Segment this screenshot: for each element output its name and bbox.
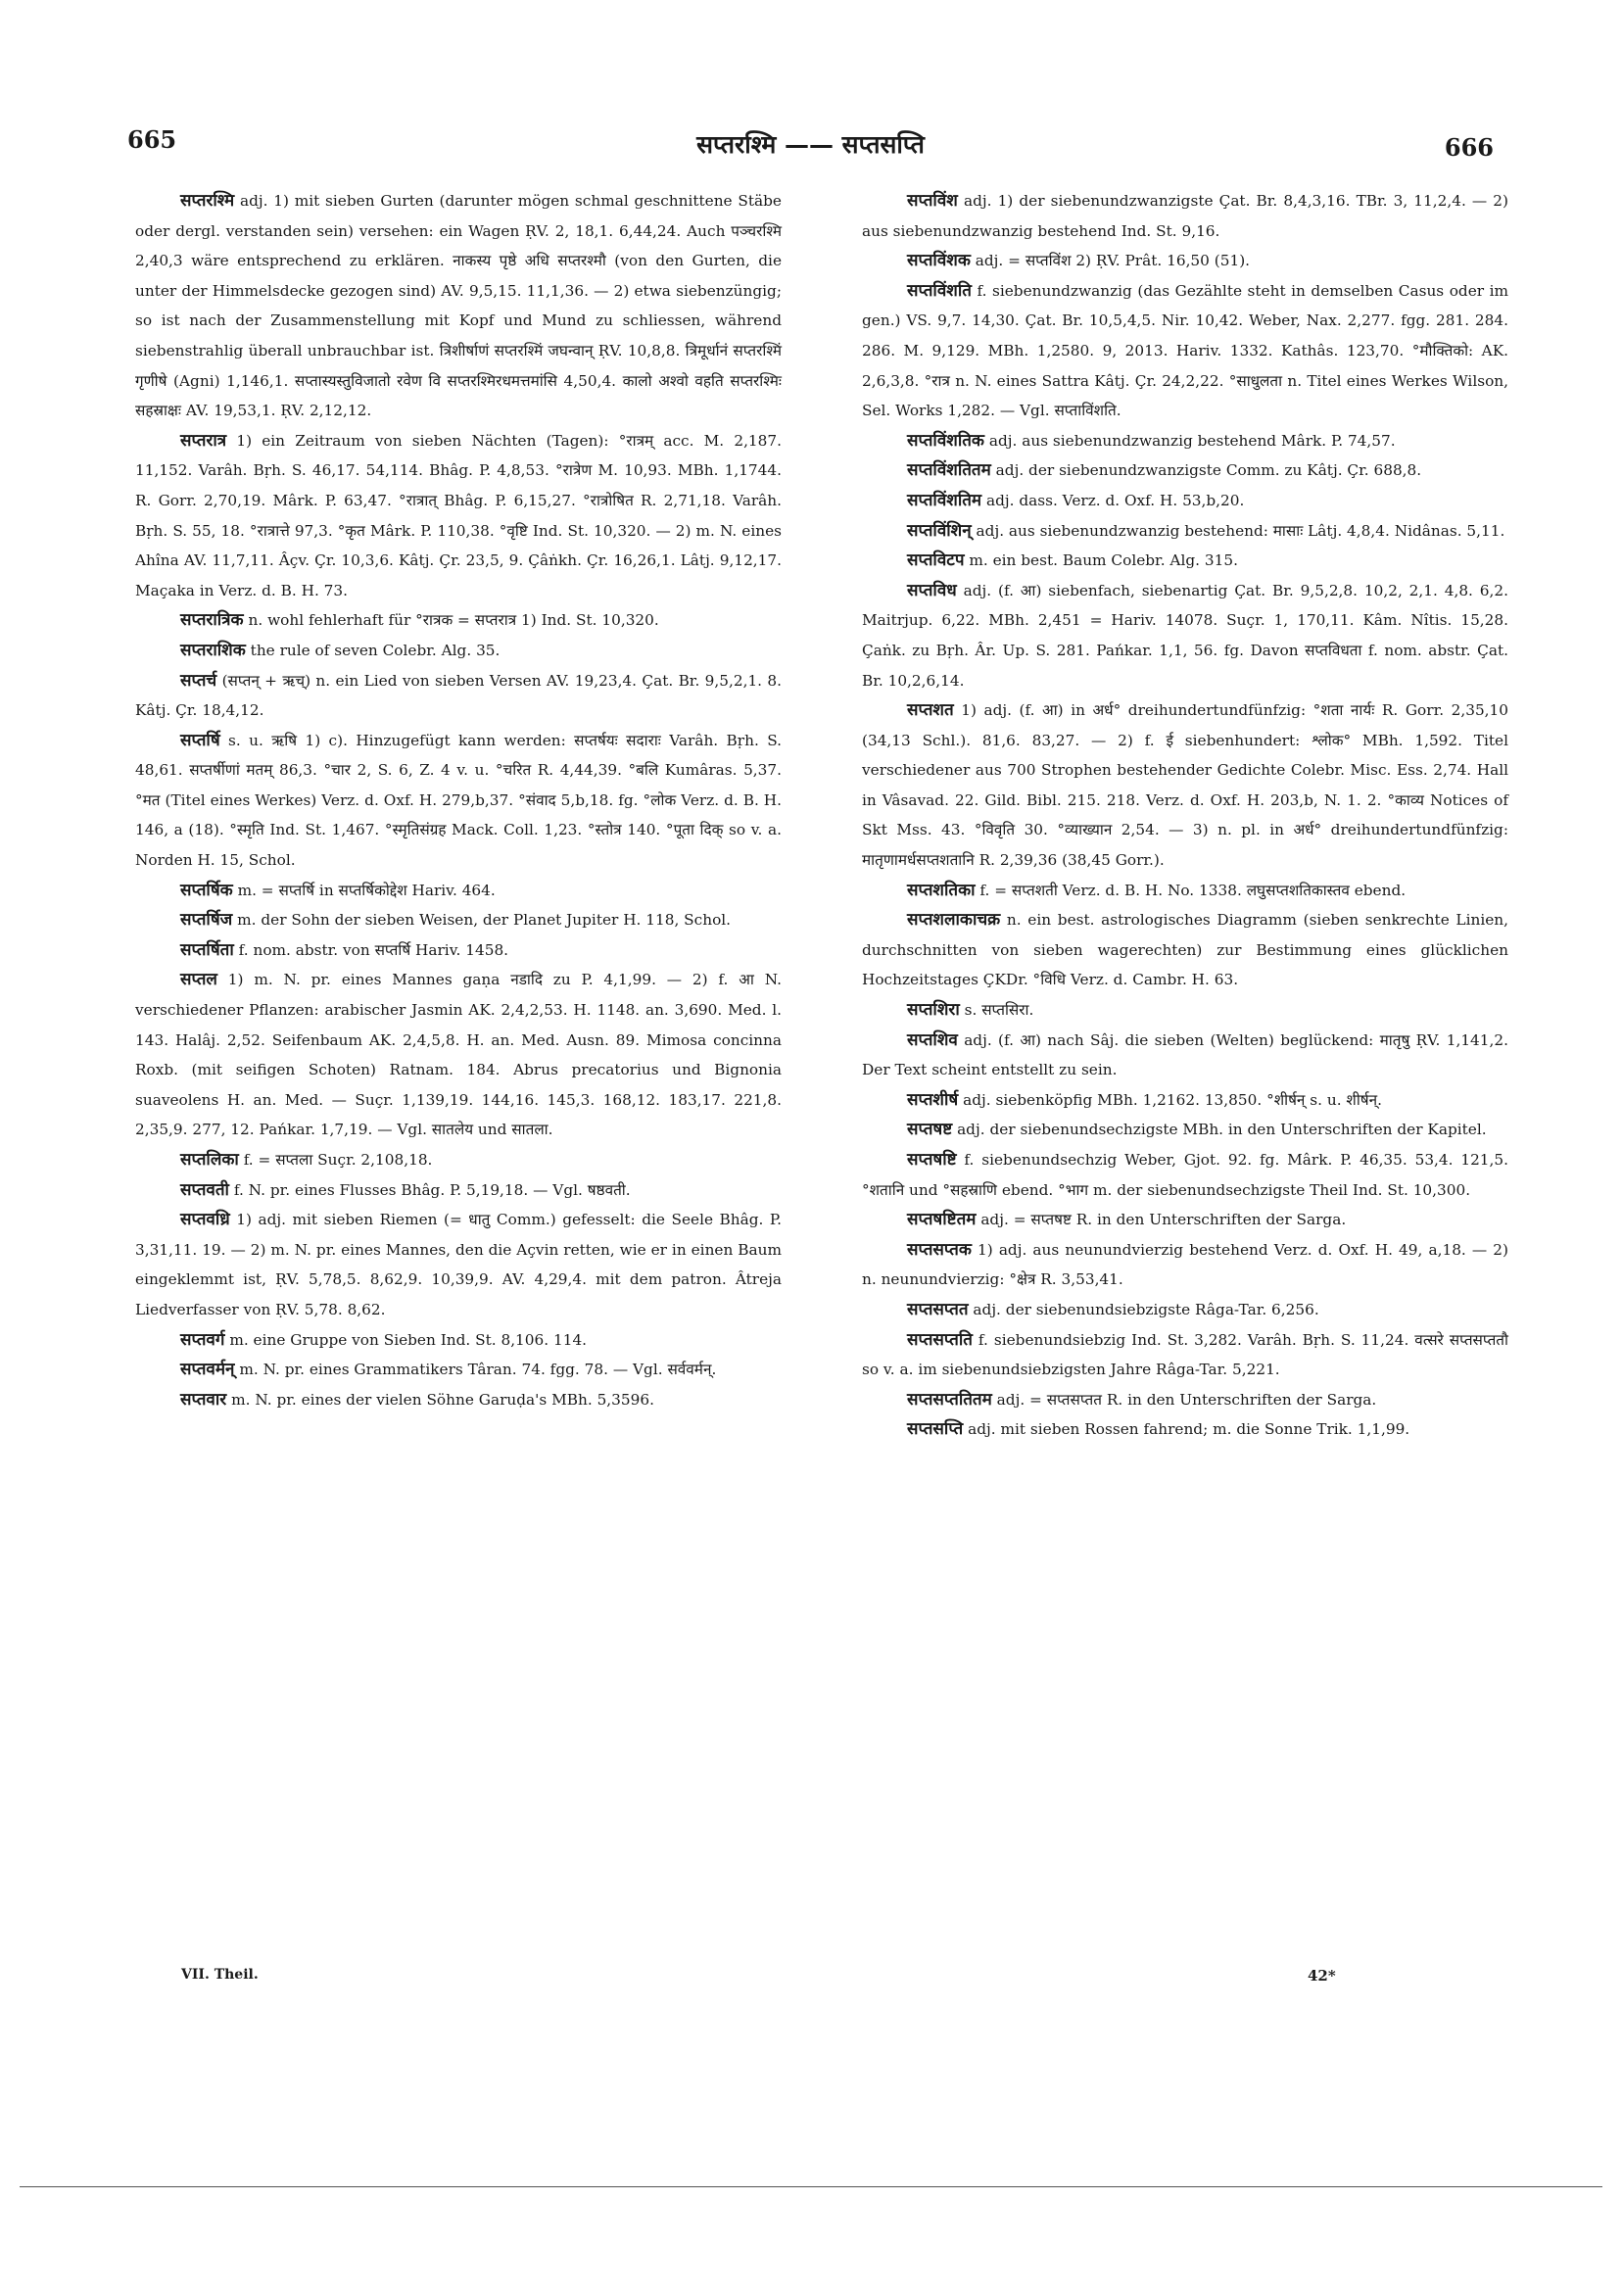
- dictionary-entry: [862, 576, 1508, 695]
- entry-headword: सप्तशतिका: [907, 880, 976, 900]
- entry-headword: सप्तरात्र: [180, 430, 227, 451]
- dictionary-entry: [862, 1085, 1508, 1116]
- entry-headword: सप्तविटप: [907, 550, 965, 571]
- entry-definition: 1) adj. aus neunundvierzig bestehend Verz. d. Oxf. H. 49, a,18. — 2) n. neunundvierzig: °क्षेत्र R. 3,53,41.: [862, 1240, 1508, 1289]
- entry-definition: adj. = सप्तषष्ट R. in den Unterschriften der Sarga.: [980, 1211, 1347, 1229]
- entry-definition: 1) adj. mit sieben Riemen (= धातु Comm.) gefesselt: die Seele Bhâg. P. 3,31,11. 19. — 2) m. N. pr. eines Mannes, den die Açvin retten, wie er in einen Baum eingeklemmt ist, ṚV. 5,78,5. 8,62,9. 10,39,9. AV. 4,29,4. mit dem patron. Âtreja Liedverfasser von ṚV. 5,78. 8,62.: [135, 1211, 782, 1318]
- dictionary-entry: [135, 1325, 782, 1356]
- entry-headword: सप्तविंशतिक: [907, 430, 984, 451]
- entry-headword: सप्तषष्ट: [907, 1120, 953, 1140]
- entry-headword: सप्तलिका: [180, 1150, 239, 1170]
- entry-headword: सप्तवार: [180, 1389, 227, 1410]
- entry-definition: adj. aus siebenundzwanzig bestehend Mârk. P. 74,57.: [988, 431, 1396, 450]
- page-number-right: 666: [1444, 133, 1494, 162]
- right-column: [862, 186, 1508, 1445]
- entry-headword: सप्तसप्तत: [907, 1299, 969, 1319]
- dictionary-entry: [862, 486, 1508, 516]
- entry-headword: सप्तर्षि: [180, 730, 220, 750]
- entry-definition: n. wohl fehlerhaft für °रात्रक = सप्तरात्र 1) Ind. St. 10,320.: [248, 611, 659, 630]
- entry-definition: m. N. pr. eines der vielen Söhne Garuḍa's MBh. 5,3596.: [231, 1390, 654, 1409]
- dictionary-entry: [862, 995, 1508, 1026]
- dictionary-entry: [135, 965, 782, 1145]
- dictionary-entry: [862, 1145, 1508, 1205]
- dictionary-entry: [135, 605, 782, 636]
- entry-definition: adj. siebenköpfig MBh. 1,2162. 13,850. °शीर्षन् s. u. शीर्षन्.: [963, 1090, 1382, 1109]
- dictionary-entry: [862, 695, 1508, 876]
- dictionary-entry: [135, 186, 782, 426]
- dictionary-entry: [862, 1115, 1508, 1145]
- entry-definition: f. = सप्तला Suçr. 2,108,18.: [243, 1151, 433, 1169]
- dictionary-entry: [862, 1026, 1508, 1085]
- entry-definition: the rule of seven Colebr. Alg. 35.: [250, 641, 501, 659]
- dictionary-entry: [862, 546, 1508, 576]
- entry-definition: 1) adj. (f. आ) in अर्ध° dreihundertundfünfzig: °शता नार्यः R. Gorr. 2,35,10 (34,13 Schl.). 81,6. 83,27. — 2) f. ई siebenhundert: श्लोक° MBh. 1,592. Titel verschiedener aus 700 Strophen bestehender Gedichte Colebr. Misc. Ess. 2,74. Hall in Vâsavad. 22. Gild. Bibl. 215. 218. Verz. d. Oxf. H. 203,b, N. 1. 2. °काव्य Notices of Skt Mss. 43. °विवृति 30. °व्याख्यान 2,54. — 3) n. pl. in अर्ध° dreihundertundfünfzig: मातृणामर्धसप्तशतानि R. 2,39,36 (38,45 Gorr.).: [862, 701, 1508, 870]
- dictionary-entry: [862, 1205, 1508, 1235]
- dictionary-entry: [862, 186, 1508, 246]
- dictionary-entry: [135, 876, 782, 906]
- entry-definition: f. = सप्तशती Verz. d. B. H. No. 1338. लघुसप्तशतिकास्तव ebend.: [979, 881, 1407, 899]
- dictionary-entry: [862, 905, 1508, 995]
- entry-headword: सप्तषष्टितम: [907, 1210, 977, 1230]
- entry-definition: f. siebenundzwanzig (das Gezählte steht in demselben Casus oder im gen.) VS. 9,7. 14,30. Çat. Br. 10,5,4,5. Nir. 10,42. Weber, Nax. 2,277. fgg. 281. 284. 286. M. 9,129. MBh. 1,2580. 9, 2013. Hariv. 1332. Kathâs. 123,70. °मौक्तिको: AK. 2,6,3,8. °रात्र n. N. eines Sattra Kâtj. Çr. 24,2,22. °साधुलता n. Titel eines Werkes Wilson, Sel. Works 1,282. — Vgl. सप्ताविंशति.: [862, 281, 1508, 420]
- dictionary-entry: [862, 1325, 1508, 1385]
- entry-headword: सप्तशलाकाचक्र: [907, 910, 1001, 931]
- entry-headword: सप्तविंशति: [907, 280, 972, 301]
- entry-definition: adj. = सप्तसप्तत R. in den Unterschriften der Sarga.: [996, 1390, 1377, 1409]
- entry-headword: सप्तर्षिक: [180, 880, 233, 900]
- entry-definition: adj. der siebenundsiebzigste Râga-Tar. 6,256.: [973, 1300, 1319, 1318]
- dictionary-entry: [135, 666, 782, 726]
- entry-definition: f. siebenundsechzig Weber, Gjot. 92. fg. Mârk. P. 46,35. 53,4. 121,5. °शतानि und °सहस्राणि ebend. °भाग m. der siebenundsechzigste Theil Ind. St. 10,300.: [862, 1151, 1508, 1199]
- dictionary-entry: [135, 1145, 782, 1175]
- page-header: [127, 125, 1494, 165]
- entry-headword: सप्तविंशतिम: [907, 490, 982, 510]
- entry-headword: सप्तसप्ति: [907, 1419, 964, 1440]
- entry-headword: सप्तल: [180, 970, 217, 990]
- dictionary-entry: [862, 1414, 1508, 1445]
- entry-headword: सप्तविंशिन्: [907, 520, 972, 541]
- entry-headword: सप्तविंश: [907, 191, 958, 211]
- entry-definition: adj. der siebenundzwanzigste Comm. zu Kâtj. Çr. 688,8.: [995, 461, 1422, 480]
- sheet-number: 42*: [1308, 1967, 1336, 1985]
- entry-definition: m. N. pr. eines Grammatikers Târan. 74. fgg. 78. — Vgl. सर्ववर्मन्.: [239, 1361, 717, 1379]
- entry-headword: सप्तर्षिज: [180, 910, 233, 931]
- entry-headword: सप्तसप्तक: [907, 1239, 972, 1260]
- entry-headword: सप्तराशिक: [180, 640, 246, 660]
- running-head: सप्तरश्मि —— सप्तसप्ति: [696, 130, 925, 159]
- entry-definition: 1) ein Zeitraum von sieben Nächten (Tagen): °रात्रम् acc. M. 2,187. 11,152. Varâh. Bṛh. S. 46,17. 54,114. Bhâg. P. 4,8,53. °रात्रेण M. 10,93. MBh. 1,1744. R. Gorr. 2,70,19. Mârk. P. 63,47. °रात्रात् Bhâg. P. 6,15,27. °रात्रोषित R. 2,71,18. Varâh. Bṛh. S. 55, 18. °रात्रात्ते 97,3. °कृत Mârk. P. 110,38. °वृष्टि Ind. St. 10,320. — 2) m. N. eines Ahîna AV. 11,7,11. Âçv. Çr. 10,3,6. Kâtj. Çr. 23,5, 9. Çâṅkh. Çr. 16,26,1. Lâtj. 9,12,17. Maçaka in Verz. d. B. H. 73.: [135, 431, 782, 599]
- entry-headword: सप्तषष्टि: [907, 1150, 957, 1170]
- dictionary-entry: [135, 905, 782, 935]
- entry-definition: adj. aus siebenundzwanzig bestehend: मासाः Lâtj. 4,8,4. Nidânas. 5,11.: [976, 521, 1505, 540]
- entry-definition: adj. der siebenundsechzigste MBh. in den Unterschriften der Kapitel.: [957, 1121, 1487, 1139]
- entry-headword: सप्तशिरा: [907, 1000, 960, 1021]
- dictionary-entry: [135, 1385, 782, 1415]
- dictionary-entry: [862, 426, 1508, 456]
- dictionary-entry: [862, 1235, 1508, 1295]
- dictionary-entry: [862, 1295, 1508, 1325]
- entry-headword: सप्तवर्ग: [180, 1329, 225, 1350]
- dictionary-entry: [135, 726, 782, 876]
- entry-definition: 1) m. N. pr. eines Mannes gaṇa नडादि zu P. 4,1,99. — 2) f. आ N. verschiedener Pflanzen: arabischer Jasmin AK. 2,4,2,53. H. 1148. an. 3,690. Med. l. 143. Halâj. 2,52. Seifenbaum AK. 2,4,5,8. H. an. Med. Ausn. 89. Mimosa concinna Roxb. (mit seifigen Schoten) Ratnam. 184. Abrus precatorius und Bignonia suaveolens H. an. Med. — Suçr. 1,139,19. 144,16. 145,3. 168,12. 183,17. 221,8. 2,35,9. 277, 12. Pańkar. 1,7,19. — Vgl. सातलेय und सातला.: [135, 971, 782, 1139]
- entry-definition: (सप्तन् + ऋच्) n. ein Lied von sieben Versen AV. 19,23,4. Çat. Br. 9,5,2,1. 8. Kâtj. Çr. 18,4,12.: [135, 671, 782, 720]
- entry-definition: f. nom. abstr. von सप्तर्षि Hariv. 1458.: [238, 940, 509, 959]
- signature-mark: VII. Theil.: [181, 1967, 259, 1983]
- entry-headword: सप्तवती: [180, 1179, 229, 1200]
- entry-headword: सप्तर्षिता: [180, 939, 234, 960]
- entry-headword: सप्तरात्रिक: [180, 610, 244, 631]
- entry-definition: adj. mit sieben Rossen fahrend; m. die Sonne Trik. 1,1,99.: [968, 1420, 1410, 1439]
- dictionary-entry: [862, 276, 1508, 426]
- left-column: [135, 186, 782, 1414]
- entry-definition: s. सप्तसिरा.: [964, 1001, 1034, 1020]
- dictionary-entry: [135, 636, 782, 666]
- dictionary-entry: [135, 1175, 782, 1206]
- dictionary-entry: [135, 1355, 782, 1385]
- entry-headword: सप्तविध: [907, 580, 957, 600]
- bottom-rule: [20, 2186, 1602, 2187]
- entry-headword: सप्तविंशतितम: [907, 460, 991, 481]
- dictionary-entry: [862, 246, 1508, 276]
- entry-definition: m. eine Gruppe von Sieben Ind. St. 8,106. 114.: [229, 1330, 588, 1349]
- entry-definition: adj. dass. Verz. d. Oxf. H. 53,b,20.: [985, 491, 1245, 509]
- entry-definition: m. = सप्तर्षि in सप्तर्षिकोद्देश Hariv. 464.: [237, 881, 496, 899]
- entry-definition: adj. 1) der siebenundzwanzigste Çat. Br. 8,4,3,16. TBr. 3, 11,2,4. — 2) aus siebenundzwanzig bestehend Ind. St. 9,16.: [862, 192, 1508, 240]
- entry-definition: n. ein best. astrologisches Diagramm (sieben senkrechte Linien, durchschnitten von sieben wagerechten) zur Bestimmung eines glücklichen Hochzeitstages ÇKDr. °विधि Verz. d. Cambr. H. 63.: [862, 911, 1508, 989]
- entry-definition: adj. 1) mit sieben Gurten (darunter mögen schmal geschnittene Stäbe oder dergl. verstanden sein) versehen: ein Wagen ṚV. 2, 18,1. 6,44,24. Auch पञ्चरश्मि 2,40,3 wäre entsprechend zu erklären. नाकस्य पृष्ठे अधि सप्तरश्मौ (von den Gurten, die unter der Himmelsdecke gezogen sind) AV. 9,5,15. 11,1,36. — 2) etwa siebenzüngig; so ist nach der Zusammenstellung mit Kopf und Mund zu schliessen, während siebenstrahlig überall unbrauchbar ist. त्रिशीर्षाणं सप्तरश्मिं जघन्वान् ṚV. 10,8,8. त्रिमूर्धानं सप्तरश्मिं गृणीषे (Agni) 1,146,1. सप्तास्यस्तुविजातो रवेण वि सप्तरश्मिरधमत्तमांसि 4,50,4. कालो अश्वो वहति सप्तरश्मिः सहस्राक्षः AV. 19,53,1. ṚV. 2,12,12.: [135, 192, 782, 420]
- page-number-left: 665: [127, 125, 177, 154]
- entry-definition: s. u. ऋषि 1) c). Hinzugefügt kann werden: सप्तर्षयः सदाराः Varâh. Bṛh. S. 48,61. सप्तर्षीणां मतम् 86,3. °चार 2, S. 6, Z. 4 v. u. °चरित R. 4,44,39. °बलि Kumâras. 5,37. °मत (Titel eines Werkes) Verz. d. Oxf. H. 279,b,37. °संवाद 5,b,18. fg. °लोक Verz. d. B. H. 146, a (18). °स्मृति Ind. St. 1,467. °स्मृतिसंग्रह Mack. Coll. 1,23. °स्तोत्र 140. °पूता दिक् so v. a. Norden H. 15, Schol.: [135, 731, 782, 870]
- entry-headword: सप्तसप्ततितम: [907, 1389, 992, 1410]
- dictionary-entry: [135, 426, 782, 606]
- dictionary-entry: [862, 455, 1508, 486]
- entry-headword: सप्तवर्मन्: [180, 1360, 235, 1380]
- entry-definition: m. ein best. Baum Colebr. Alg. 315.: [969, 551, 1238, 570]
- entry-definition: adj. (f. आ) nach Sâj. die sieben (Welten) beglückend: मातृषु ṚV. 1,141,2. Der Text scheint entstellt zu sein.: [862, 1030, 1508, 1079]
- entry-headword: सप्तरश्मि: [180, 191, 235, 211]
- dictionary-entry: [135, 935, 782, 966]
- entry-definition: adj. (f. आ) siebenfach, siebenartig Çat. Br. 9,5,2,8. 10,2, 2,1. 4,8. 6,2. Maitrjup. 6,22. MBh. 2,451 = Hariv. 14078. Suçr. 1, 170,11. Kâm. Nîtis. 15,28. Çaṅk. zu Bṛh. Âr. Up. S. 281. Pańkar. 1,1, 56. fg. Davon सप्तविधता f. nom. abstr. Çat. Br. 10,2,6,14.: [862, 581, 1508, 690]
- entry-headword: सप्तवध्रि: [180, 1210, 230, 1230]
- dictionary-entry: [862, 876, 1508, 906]
- entry-definition: f. N. pr. eines Flusses Bhâg. P. 5,19,18. — Vgl. षष्ठवती.: [233, 1180, 631, 1199]
- dictionary-entry: [135, 1205, 782, 1324]
- dictionary-entry: [862, 1385, 1508, 1415]
- entry-headword: सप्तर्च: [180, 670, 217, 691]
- entry-headword: सप्तविंशक: [907, 251, 971, 271]
- dictionary-entry: [862, 516, 1508, 547]
- entry-definition: adj. = सप्तविंश 2) ṚV. Prât. 16,50 (51).: [975, 252, 1251, 270]
- entry-headword: सप्तशीर्ष: [907, 1089, 959, 1110]
- entry-headword: सप्तशत: [907, 700, 954, 721]
- entry-headword: सप्तशिव: [907, 1029, 958, 1050]
- entry-definition: f. siebenundsiebzig Ind. St. 3,282. Varâh. Bṛh. S. 11,24. वत्सरे सप्तसप्ततौ so v. a. im siebenundsiebzigsten Jahre Râga-Tar. 5,221.: [862, 1330, 1508, 1379]
- entry-headword: सप्तसप्तति: [907, 1329, 973, 1350]
- entry-definition: m. der Sohn der sieben Weisen, der Planet Jupiter H. 118, Schol.: [237, 911, 732, 930]
